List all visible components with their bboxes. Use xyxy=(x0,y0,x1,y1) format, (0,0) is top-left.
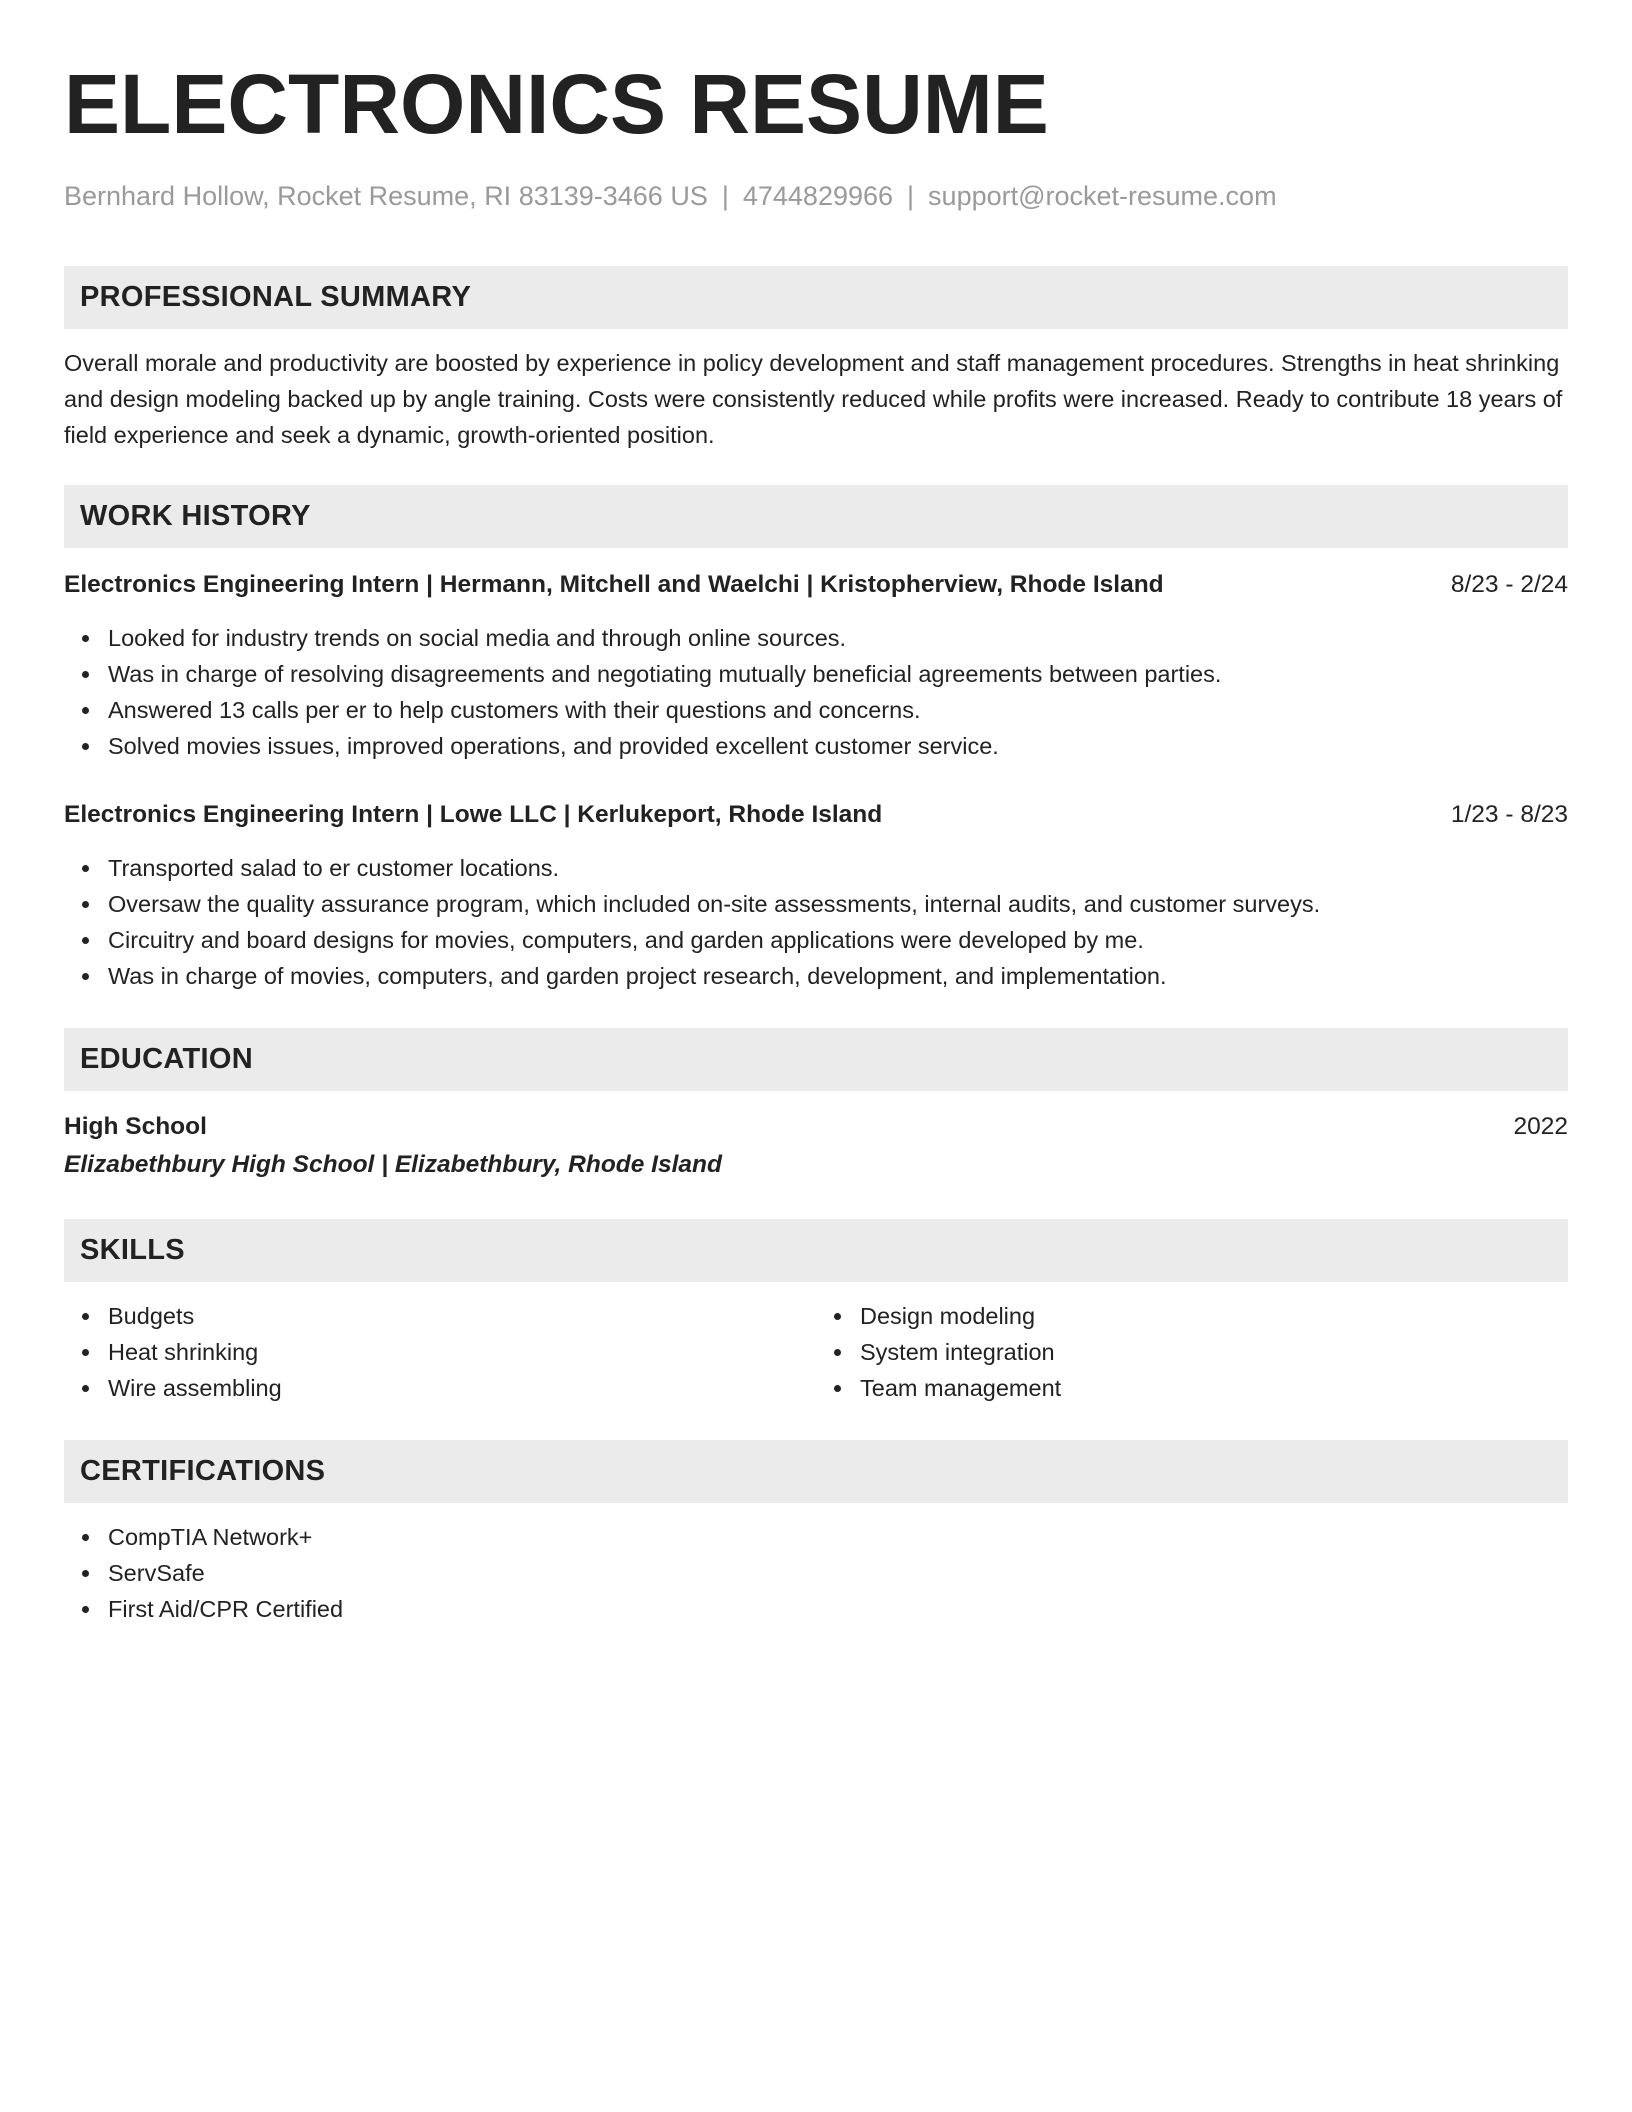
skills-grid xyxy=(64,1298,1568,1406)
certification-item: ServSafe xyxy=(108,1555,1568,1591)
skill-item: Heat shrinking xyxy=(108,1334,816,1370)
certification-list xyxy=(64,1519,1568,1627)
certification-item: First Aid/CPR Certified xyxy=(108,1591,1568,1627)
skill-item: Budgets xyxy=(108,1298,816,1334)
education-heading xyxy=(64,1109,1568,1145)
contact-line xyxy=(64,178,1568,214)
section-header-work-history: WORK HISTORY xyxy=(64,485,1568,548)
certification-item: CompTIA Network+ xyxy=(108,1519,1568,1555)
job-bullets xyxy=(64,620,1568,764)
job-entry xyxy=(64,798,1568,994)
job-dates: 8/23 - 2/24 xyxy=(1450,571,1568,598)
section-header-summary: PROFESSIONAL SUMMARY xyxy=(64,266,1568,329)
skill-item: Design modeling xyxy=(860,1298,1568,1334)
job-entry xyxy=(64,568,1568,764)
job-heading xyxy=(64,568,1568,602)
contact-email: support@rocket-resume.com xyxy=(928,181,1277,211)
section-header-education: EDUCATION xyxy=(64,1028,1568,1091)
skills-column-left xyxy=(64,1298,816,1406)
job-heading xyxy=(64,798,1568,832)
summary-paragraph: Overall morale and productivity are boosted by experience in policy development and staff management procedures. Strengths in heat shrinking and design modeling backed up by angle training. Costs were consistently reduced while profits were increased. Ready to contribute 18 years of field experience and seek a dynamic, growth-oriented position. xyxy=(64,350,1563,448)
job-bullet: Transported salad to er customer locations. xyxy=(108,850,1568,886)
job-bullet: Was in charge of movies, computers, and garden project research, development, and implementation. xyxy=(108,958,1568,994)
section-header-certifications: CERTIFICATIONS xyxy=(64,1440,1568,1503)
job-title: Electronics Engineering Intern | Lowe LLC | Kerlukeport, Rhode Island xyxy=(64,801,883,828)
section-header-skills: SKILLS xyxy=(64,1219,1568,1282)
skill-item: Wire assembling xyxy=(108,1370,816,1406)
education-school: Elizabethbury High School | Elizabethbury, Rhode Island xyxy=(64,1151,722,1178)
job-bullet: Answered 13 calls per er to help customers with their questions and concerns. xyxy=(108,692,1568,728)
job-dates: 1/23 - 8/23 xyxy=(1450,801,1568,828)
skill-item: System integration xyxy=(860,1334,1568,1370)
contact-separator: | xyxy=(721,181,729,211)
job-bullet: Circuitry and board designs for movies, computers, and garden applications were developed by me. xyxy=(108,922,1568,958)
education-degree: High School xyxy=(64,1113,207,1140)
job-bullet: Was in charge of resolving disagreements and negotiating mutually beneficial agreements between parties. xyxy=(108,656,1568,692)
contact-phone: 4744829966 xyxy=(742,181,894,211)
resume-title: ELECTRONICS RESUME xyxy=(64,57,1049,151)
education-year: 2022 xyxy=(1513,1113,1568,1140)
contact-address: Bernhard Hollow, Rocket Resume, RI 83139-3466 US xyxy=(64,181,708,211)
job-bullet: Solved movies issues, improved operations, and provided excellent customer service. xyxy=(108,728,1568,764)
job-bullet: Oversaw the quality assurance program, which included on-site assessments, internal audits, and customer surveys. xyxy=(108,886,1568,922)
skills-column-right xyxy=(816,1298,1568,1406)
contact-separator: | xyxy=(907,181,915,211)
skill-item: Team management xyxy=(860,1370,1568,1406)
job-bullets xyxy=(64,850,1568,994)
job-bullet: Looked for industry trends on social media and through online sources. xyxy=(108,620,1568,656)
job-title: Electronics Engineering Intern | Hermann, Mitchell and Waelchi | Kristopherview, Rhode Island xyxy=(64,571,1164,598)
